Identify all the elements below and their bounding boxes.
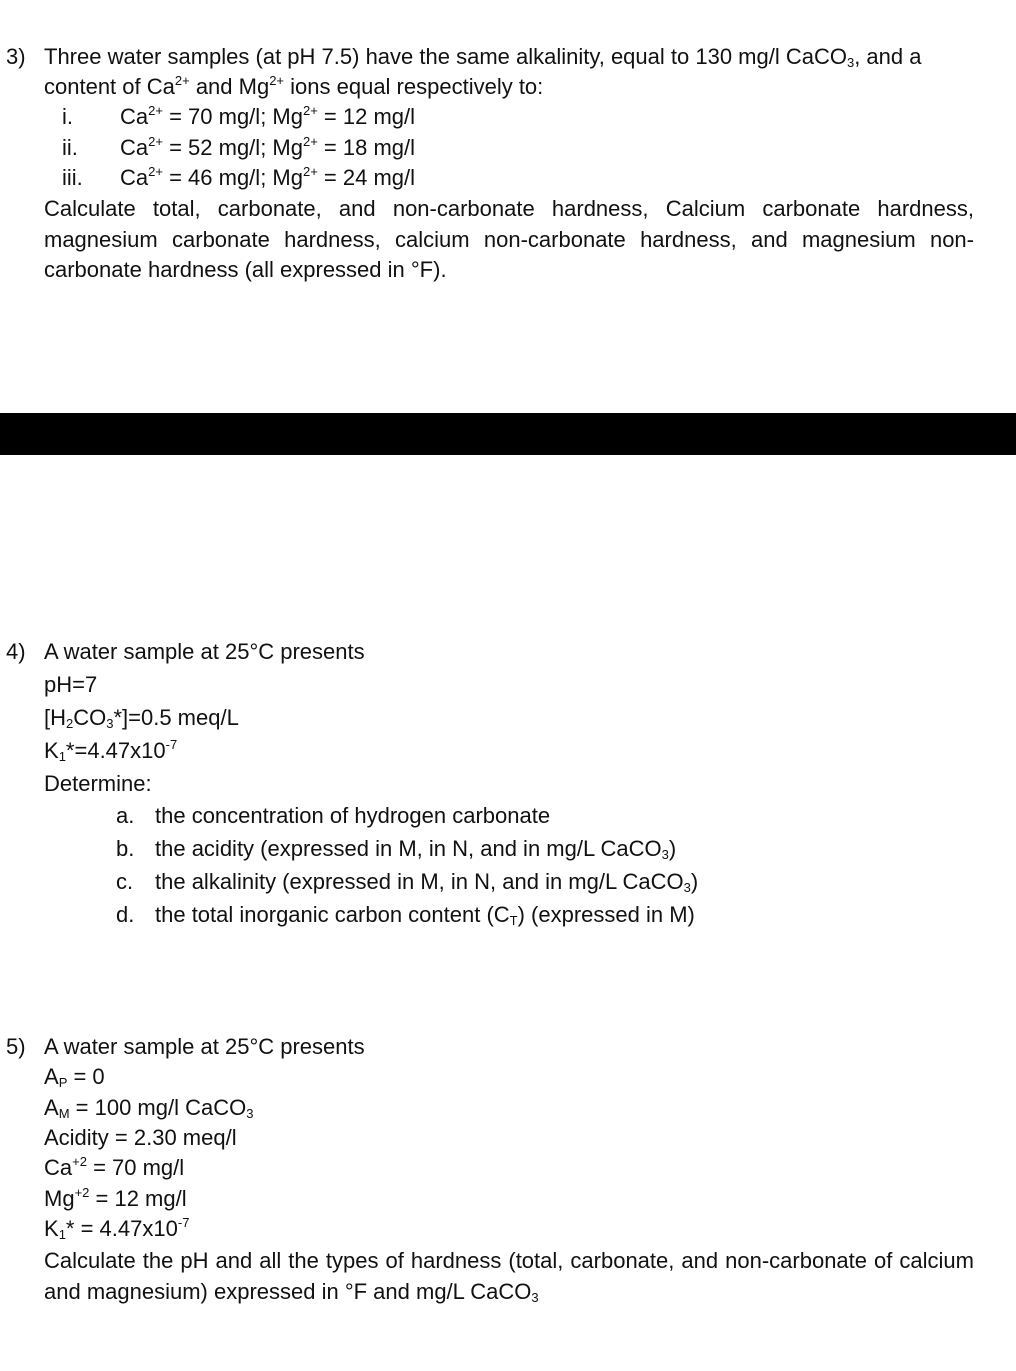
q4-k1: $K_1*=4.47x10^{-7}$ [44,737,178,764]
q5-ca: $Ca^{+2} = 70$ mg/l [44,1154,185,1180]
q4-ph: pH=7 [44,672,98,697]
question-number: 4) [6,639,26,664]
q5-ap: $A_P = 0$ [44,1064,105,1090]
q4-h2co3: $[H_2CO_3*]=0.5$ meq/L [44,705,239,731]
q4-determine: Determine: [44,771,152,796]
q5-am: $A_M = 100$ mg/l CaCO$_3$ [44,1095,254,1121]
question-number: 5) [6,1034,26,1059]
q4-intro: A water sample at 25°C presents [44,639,365,664]
q5-intro: A water sample at 25°C presents [44,1034,365,1059]
q3-line-1: Three water samples (at pH 7.5) have the same alkalinity, equal to 130 mg/l CaCO$_3$, and a [44,44,922,70]
q5-mg: $Mg^{+2} = 12$ mg/l [44,1185,187,1211]
q3-line-2: content of $Ca^{2+}$ and $Mg^{2+}$ ions equal respectively to: [44,73,544,99]
q5-question-text: Calculate the pH and all the types of hardness (total, carbonate, and non-carbonate of calcium and magnesium) expressed in °F and mg/L CaCO$_3$ [44,1248,974,1305]
question-number: 3) [6,44,26,69]
redaction-bar [0,413,1016,455]
q3-question-text: Calculate total, carbonate, and non-carbonate hardness, Calcium carbonate hardness, magnesium carbonate hardness, calcium non-carbonate hardness, and magnesium non-carbonate hardness (all expressed in °F). [44,196,974,282]
q5-k1: $K_1* = 4.47x10^{-7}$ [44,1215,190,1242]
q5-acidity: Acidity = 2.30 meq/l [44,1125,237,1150]
